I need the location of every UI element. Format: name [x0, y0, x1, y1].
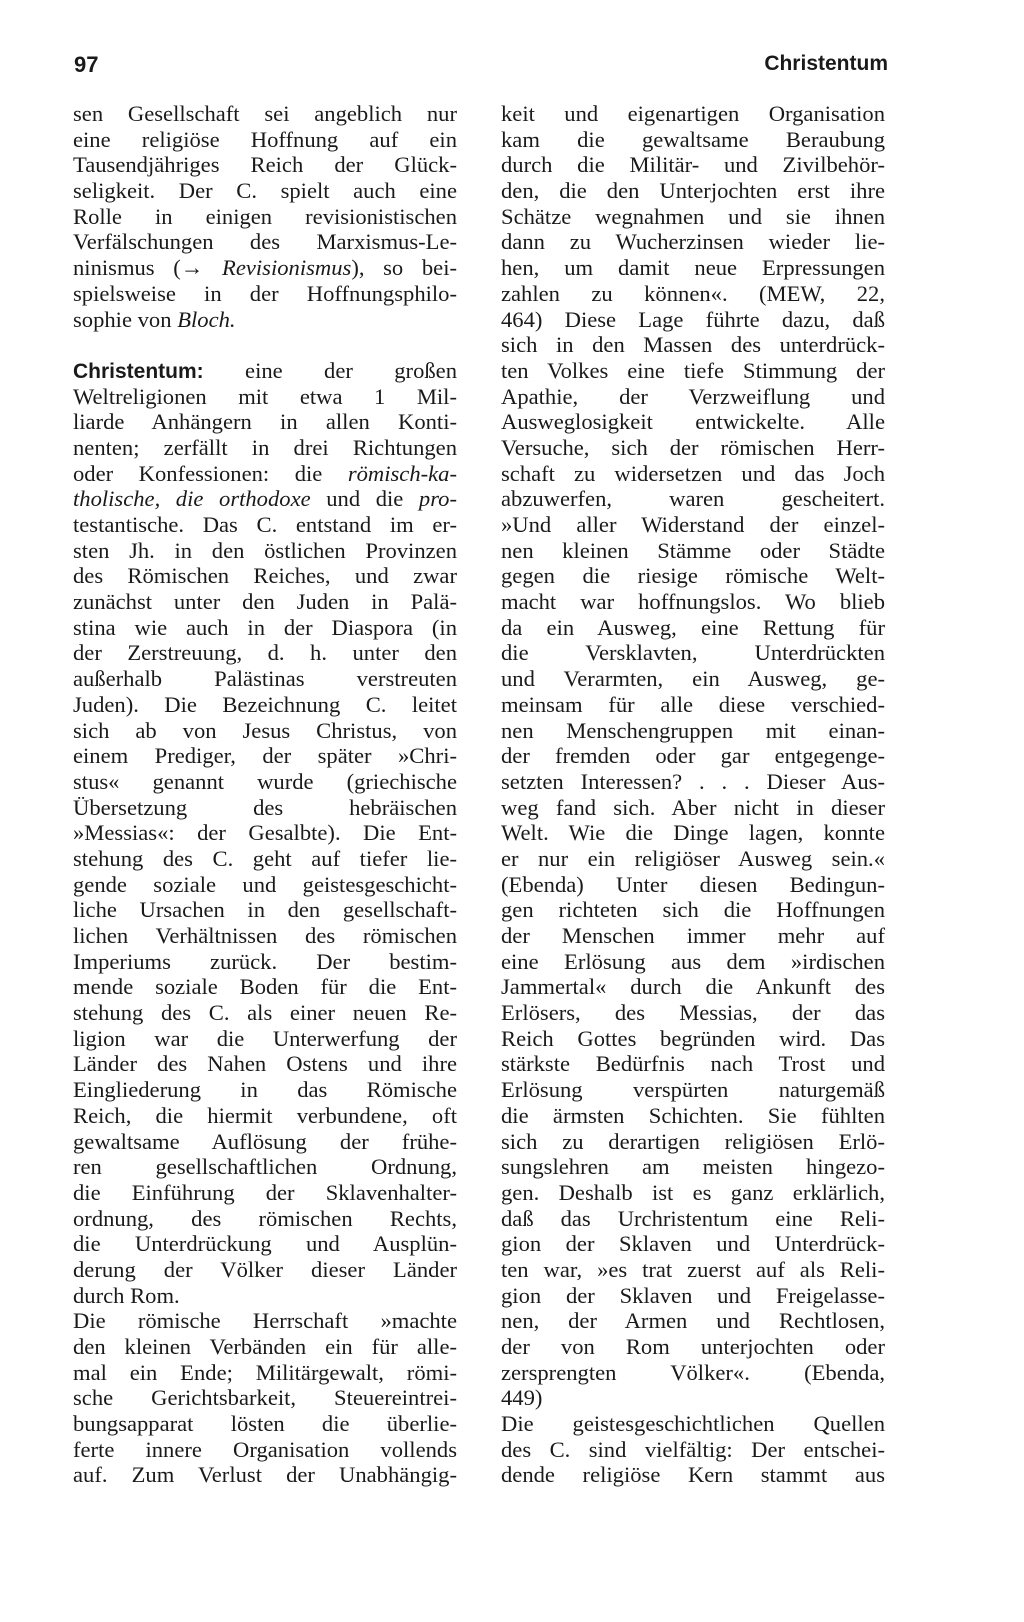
- text-line: Rolle in einigen revisionistischen: [73, 203, 457, 229]
- text-line: ren gesellschaftlichen Ordnung,: [73, 1154, 457, 1180]
- text-line: 449): [501, 1385, 543, 1411]
- text-line: [73, 486, 457, 512]
- text-line: abzuwerfen, waren gescheitert.: [501, 486, 885, 512]
- text-line: Länder des Nahen Ostens und ihre: [73, 1051, 457, 1077]
- text-line: hen, um damit neue Erpressungen: [501, 255, 885, 281]
- left-column: [73, 101, 457, 1488]
- text-line: Reich Gottes begründen wird. Das: [501, 1025, 885, 1051]
- text-line: nen Menschengruppen mit einan-: [501, 717, 885, 743]
- text-line: 464) Diese Lage führte dazu, daß: [501, 306, 885, 332]
- text-line: sten Jh. in den östlichen Provinzen: [73, 537, 457, 563]
- text-run: und die: [310, 486, 419, 512]
- italic-term: pro-: [418, 486, 457, 512]
- text-line: gion der Sklaven und Unterdrück-: [501, 1231, 885, 1257]
- right-column: [501, 101, 885, 1488]
- text-line: des Römischen Reiches, und zwar: [73, 563, 457, 589]
- text-line: dann zu Wucherzinsen wieder lie-: [501, 229, 885, 255]
- text-line: Weltreligionen mit etwa 1 Mil-: [73, 383, 457, 409]
- text-line: ordnung, des römischen Rechts,: [73, 1205, 457, 1231]
- text-line: stus« genannt wurde (griechische: [73, 768, 457, 794]
- text-line: testantische. Das C. entstand im er-: [73, 512, 457, 537]
- text-line: [73, 255, 457, 281]
- text-line: gewaltsame Auflösung der frühe-: [73, 1128, 457, 1154]
- text-line: schaft zu widersetzen und das Joch: [501, 460, 885, 486]
- text-line: weg fand sich. Aber nicht in dieser: [501, 794, 885, 820]
- text-line: daß das Urchristentum eine Reli-: [501, 1205, 885, 1231]
- text-line: stehung des C. als einer neuen Re-: [73, 1000, 457, 1026]
- text-run: ), so bei-: [351, 255, 457, 281]
- text-line: den, die den Unterjochten erst ihre: [501, 178, 885, 204]
- text-line: Tausendjähriges Reich der Glück-: [73, 152, 457, 178]
- text-line: Erlösers, des Messias, der das: [501, 1000, 885, 1026]
- text-line: er nur ein religiöser Ausweg sein.«: [501, 845, 885, 871]
- page-number: 97: [74, 52, 99, 77]
- text-line: die Einführung der Sklavenhalter-: [73, 1179, 457, 1205]
- text-line: zahlen zu können«. (MEW, 22,: [501, 280, 885, 306]
- text-line: Imperiums zurück. Der bestim-: [73, 948, 457, 974]
- text-line: dende religiöse Kern stammt aus: [501, 1462, 885, 1488]
- text-line: auf. Zum Verlust der Unabhängig-: [73, 1462, 457, 1488]
- text-run: ninismus (→: [73, 255, 223, 281]
- entry-heading-line: [73, 358, 457, 384]
- text-run: eine der großen: [203, 357, 457, 383]
- text-line: Versuche, sich der römischen Herr-: [501, 434, 885, 460]
- text-line: derung der Völker dieser Länder: [73, 1256, 457, 1282]
- text-line: gegen die riesige römische Welt-: [501, 563, 885, 589]
- text-line: [73, 307, 457, 333]
- text-line: durch Rom.: [73, 1282, 180, 1308]
- text-line: Die geistesgeschichtlichen Quellen: [501, 1411, 885, 1437]
- text-line: ferte innere Organisation vollends: [73, 1436, 457, 1462]
- text-line: Ausweglosigkeit entwickelte. Alle: [501, 409, 885, 435]
- text-line: [73, 461, 457, 487]
- text-line: da ein Ausweg, eine Rettung für: [501, 614, 885, 640]
- italic-term: orthodoxe: [219, 486, 311, 512]
- text-line: »Messias«: der Gesalbte). Die Ent-: [73, 820, 457, 846]
- text-line: kam die gewaltsame Beraubung: [501, 126, 885, 152]
- text-run: oder Konfessionen: die: [73, 460, 348, 486]
- text-line: Übersetzung des hebräischen: [73, 794, 457, 820]
- text-line: den kleinen Verbänden ein für alle-: [73, 1334, 457, 1359]
- text-line: gen richteten sich die Hoffnungen: [501, 897, 885, 923]
- text-line: der Zerstreuung, d. h. unter den: [73, 640, 457, 666]
- text-line: eine Erlösung aus dem »irdischen: [501, 948, 885, 974]
- text-line: ten Volkes eine tiefe Stimmung der: [501, 357, 885, 383]
- text-line: Die römische Herrschaft »machte: [73, 1308, 457, 1334]
- text-line: einem Prediger, der später »Chri-: [73, 743, 457, 769]
- text-line: Jammertal« durch die Ankunft des: [501, 974, 885, 1000]
- text-line: sich zu derartigen religiösen Erlö-: [501, 1128, 885, 1154]
- text-line: ten war, »es trat zuerst auf als Reli-: [501, 1256, 885, 1282]
- text-line: seligkeit. Der C. spielt auch eine: [73, 178, 457, 204]
- text-line: und Verarmten, ein Ausweg, ge-: [501, 666, 885, 692]
- text-line: gende soziale und geistesgeschicht-: [73, 871, 457, 897]
- text-line: meinsam für alle diese verschied-: [501, 691, 885, 717]
- text-line: macht war hoffnungslos. Wo blieb: [501, 589, 885, 615]
- text-line: spielsweise in der Hoffnungsphilo-: [73, 280, 457, 306]
- text-line: die Versklavten, Unterdrückten: [501, 640, 885, 666]
- text-line: mal ein Ende; Militärgewalt, römi-: [73, 1359, 457, 1385]
- name-reference: Bloch.: [177, 306, 236, 332]
- italic-term: tholische, die: [73, 486, 220, 512]
- text-line: Erlösung verspürten naturgemäß: [501, 1077, 885, 1103]
- text-line: nen, der Armen und Rechtlosen,: [501, 1308, 885, 1334]
- text-line: zunächst unter den Juden in Palä-: [73, 589, 457, 615]
- running-head: Christentum: [764, 52, 888, 75]
- text-line: stina wie auch in der Diaspora (in: [73, 614, 457, 640]
- text-line: sich in den Massen des unterdrück-: [501, 332, 885, 358]
- text-line: sen Gesellschaft sei angeblich nur: [73, 101, 457, 126]
- italic-term: römisch-ka-: [347, 460, 457, 486]
- text-line: setzten Interessen? . . . Dieser Aus-: [501, 768, 885, 794]
- text-line: gen. Deshalb ist es ganz erklärlich,: [501, 1179, 885, 1205]
- text-line: liarde Anhängern in allen Konti-: [73, 409, 457, 435]
- text-line: der Menschen immer mehr auf: [501, 923, 885, 948]
- text-line: lichen Verhältnissen des römischen: [73, 923, 457, 948]
- text-line: Schätze wegnahmen und sie ihnen: [501, 203, 885, 229]
- cross-reference: Revisionismus: [222, 255, 352, 281]
- text-line: des C. sind vielfältig: Der entschei-: [501, 1436, 885, 1462]
- text-line: gion der Sklaven und Freigelasse-: [501, 1282, 885, 1308]
- text-line: zersprengten Völker«. (Ebenda,: [501, 1359, 885, 1385]
- text-line: sche Gerichtsbarkeit, Steuereintrei-: [73, 1385, 457, 1411]
- text-line: sungslehren am meisten hingezo-: [501, 1154, 885, 1180]
- text-line: Verfälschungen des Marxismus-Le-: [73, 229, 457, 255]
- text-line: die Unterdrückung und Ausplün-: [73, 1231, 457, 1257]
- text-line: nen kleinen Stämme oder Städte: [501, 537, 885, 563]
- text-line: bungsapparat lösten die überlie-: [73, 1411, 457, 1437]
- text-line: stehung des C. geht auf tiefer lie-: [73, 845, 457, 871]
- text-line: Apathie, der Verzweiflung und: [501, 383, 885, 409]
- text-line: nenten; zerfällt in drei Richtungen: [73, 434, 457, 460]
- text-line: keit und eigenartigen Organisation: [501, 101, 885, 126]
- entry-keyword: Christentum:: [73, 359, 204, 383]
- text-line: außerhalb Palästinas verstreuten: [73, 666, 457, 692]
- paragraph-gap: [73, 332, 457, 358]
- text-line: »Und aller Widerstand der einzel-: [501, 512, 885, 537]
- text-line: die ärmsten Schichten. Sie fühlten: [501, 1102, 885, 1128]
- text-line: mende soziale Boden für die Ent-: [73, 974, 457, 1000]
- text-line: sich ab von Jesus Christus, von: [73, 717, 457, 743]
- text-line: Welt. Wie die Dinge lagen, konnte: [501, 820, 885, 846]
- text-line: der fremden oder gar entgegenge-: [501, 743, 885, 769]
- text-line: der von Rom unterjochten oder: [501, 1334, 885, 1359]
- text-line: durch die Militär- und Zivilbehör-: [501, 152, 885, 178]
- text-line: eine religiöse Hoffnung auf ein: [73, 126, 457, 152]
- text-line: liche Ursachen in den gesellschaft-: [73, 897, 457, 923]
- text-run: sophie von: [73, 306, 178, 332]
- text-line: Juden). Die Bezeichnung C. leitet: [73, 691, 457, 717]
- text-line: stärkste Bedürfnis nach Trost und: [501, 1051, 885, 1077]
- text-line: Reich, die hiermit verbundene, oft: [73, 1102, 457, 1128]
- text-line: Eingliederung in das Römische: [73, 1077, 457, 1103]
- text-line: ligion war die Unterwerfung der: [73, 1025, 457, 1051]
- text-line: (Ebenda) Unter diesen Bedingun-: [501, 871, 885, 897]
